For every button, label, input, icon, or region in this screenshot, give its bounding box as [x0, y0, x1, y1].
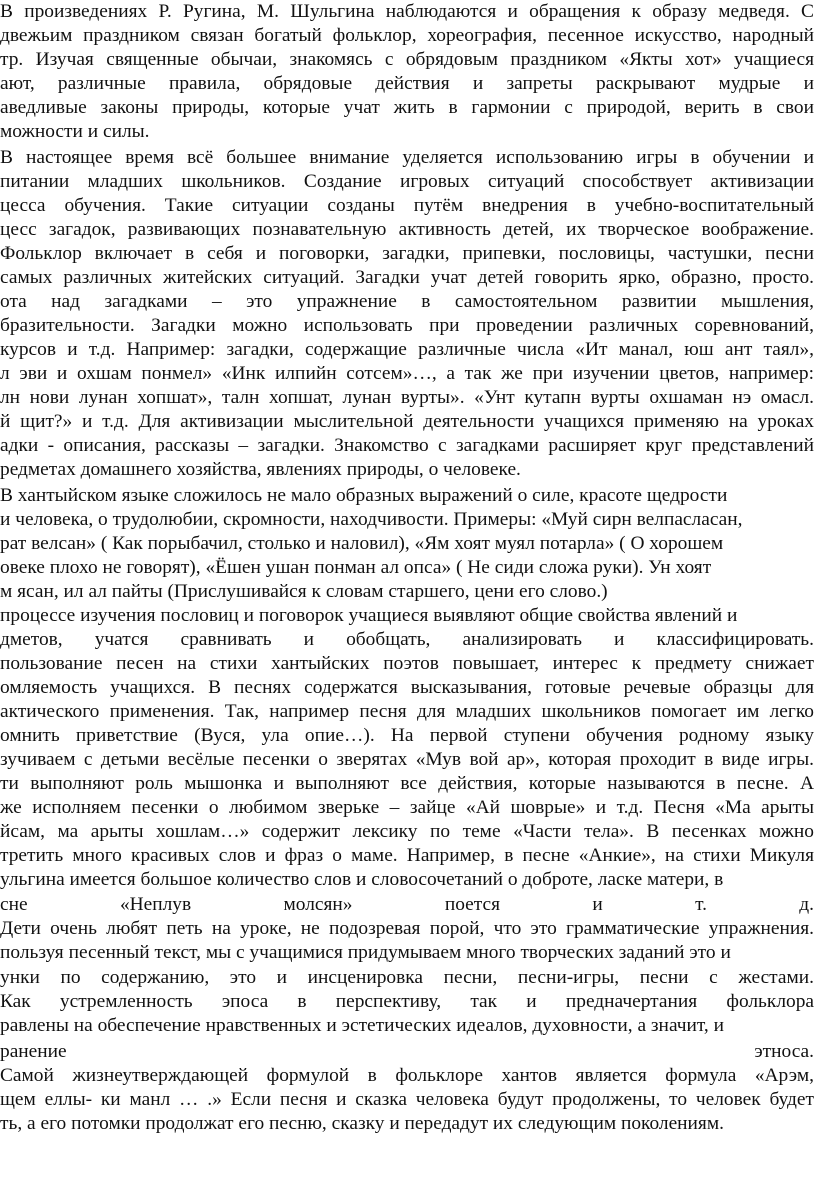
text-line: лн нови лунан хопшат», талн хопшат, лунан вурты». «Унт кутапн вурты охшаман нэ омасл. — [0, 387, 814, 408]
text-line: ота над загадками – это упражнение в самостоятельном развитии мышления, — [0, 291, 814, 312]
text-line: цесс загадок, развивающих познавательную активность детей, их творческое воображение. — [0, 219, 814, 240]
text-line: актического применения. Так, например песня для младших школьников помогает им легко — [0, 701, 814, 722]
text-line: м ясан, ил ал пайты (Прислушивайся к словам старшего, цени его слово.) — [0, 581, 608, 602]
text-line: самых различных житейских ситуаций. Загадки учат детей говорить ярко, образно, просто. — [0, 267, 814, 288]
text-line: ть, а его потомки продолжат его песню, сказку и передадут их следующим поколениям. — [0, 1113, 724, 1134]
text-line: адки - описания, рассказы – загадки. Знакомство с загадками расширяет круг представлений — [0, 435, 814, 456]
text-line: л эви и охшам понмел» «Инк илпийн сотсем»…, а так же при изучении цветов, например: — [0, 363, 814, 384]
text-line: Фольклор включает в себя и поговорки, загадки, припевки, пословицы, частушки, песни — [0, 243, 814, 264]
text-line: бразительности. Загадки можно использовать при проведении различных соревнований, — [0, 315, 814, 336]
text-line: овеке плохо не говорят), «Ёшен ушан понман ал опса» ( Не сиди сложа руки). Ун хоят — [0, 557, 712, 578]
text-line: рат велсан» ( Как порыбачил, столько и наловил), «Ям хоят муял потарла» ( О хорошем — [0, 533, 724, 554]
text-line: В произведениях Р. Ругина, М. Шульгина наблюдаются и обращения к образу медведя. С — [0, 1, 814, 22]
text-line: процессе изучения пословиц и поговорок учащиеся выявляют общие свойства явлений и — [0, 605, 738, 626]
text-line: ульгина имеется большое количество слов и словосочетаний о доброте, ласке матери, в — [0, 869, 724, 890]
text-line: В настоящее время всё большее внимание уделяется использованию игры в обучении и — [0, 147, 814, 168]
text-line: редметах домашнего хозяйства, явлениях природы, о человеке. — [0, 459, 521, 480]
text-line: равлены на обеспечение нравственных и эстетических идеалов, духовности, а значит, и — [0, 1015, 724, 1036]
text-line: унки по содержанию, это и инсценировка песни, песни-игры, песни с жестами. — [0, 967, 814, 988]
text-line: цесса обучения. Такие ситуации созданы путём внедрения в учебно-воспитательный — [0, 195, 814, 216]
text-line: можности и силы. — [0, 121, 150, 142]
text-line: ти выполняют роль мышонка и выполняют все действия, которые называются в песне. А — [0, 773, 814, 794]
text-line: щем еллы- ки манл … .» Если песня и сказка человека будут продолжены, то человек будет — [0, 1089, 814, 1110]
text-line: пользование песен на стихи хантыйских поэтов повышает, интерес к предмету снижает — [0, 653, 814, 674]
text-line: омнить приветствие (Вуся, ула опие…). На первой ступени обучения родному языку — [0, 725, 814, 746]
text-line: й щит?» и т.д. Для активизации мыслительной деятельности учащихся применяю на уроках — [0, 411, 814, 432]
text-line: третить много красивых слов и фраз о маме. Например, в песне «Анкие», на стихи Микуля — [0, 845, 814, 866]
text-line: зучиваем с детьми весёлые песенки о зверятах «Мув вой ар», которая проходит в виде игры. — [0, 749, 814, 770]
text-line: аведливые законы природы, которые учат жить в гармонии с природой, верить в свои — [0, 97, 814, 118]
text-line: питании младших школьников. Создание игровых ситуаций способствует активизации — [0, 171, 814, 192]
text-line: курсов и т.д. Например: загадки, содержащие различные числа «Ит манал, юш ант таял», — [0, 339, 814, 360]
text-line: Как устремленность эпоса в перспективу, так и предначертания фольклора — [0, 991, 814, 1012]
text-line: пользуя песенный текст, мы с учащимися придумываем много творческих заданий это и — [0, 942, 731, 963]
text-line: тр. Изучая священные обычаи, знакомясь с обрядовым праздником «Якты хот» учащиеся — [0, 49, 814, 70]
text-line: ранение этноса. — [0, 1041, 814, 1062]
text-line: В хантыйском языке сложилось не мало образных выражений о силе, красоте щедрости — [0, 485, 728, 506]
text-line: дметов, учатся сравнивать и обобщать, анализировать и классифицировать. — [0, 629, 814, 650]
text-line: йсам, ма арыты хошлам…» содержит лексику по теме «Части тела». В песенках можно — [0, 821, 814, 842]
text-line: и человека, о трудолюбии, скромности, находчивости. Примеры: «Муй сирн велпасласан, — [0, 509, 743, 530]
text-line: Дети очень любят петь на уроке, не подозревая порой, что это грамматические упражнения. — [0, 918, 814, 939]
text-line: сне «Неплув молсян» поется и т. д. — [0, 894, 814, 915]
text-line: омляемость учащихся. В песнях содержатся высказывания, готовые речевые образцы для — [0, 677, 814, 698]
text-line: ают, различные правила, обрядовые действия и запреты раскрывают мудрые и — [0, 73, 814, 94]
text-line: же исполняем песенки о любимом зверьке – зайце «Ай шоврые» и т.д. Песня «Ма арыты — [0, 797, 814, 818]
text-line: Самой жизнеутверждающей формулой в фольклоре хантов является формула «Арэм, — [0, 1065, 814, 1086]
text-line: двежьим праздником связан богатый фольклор, хореография, песенное искусство, народный — [0, 25, 814, 46]
